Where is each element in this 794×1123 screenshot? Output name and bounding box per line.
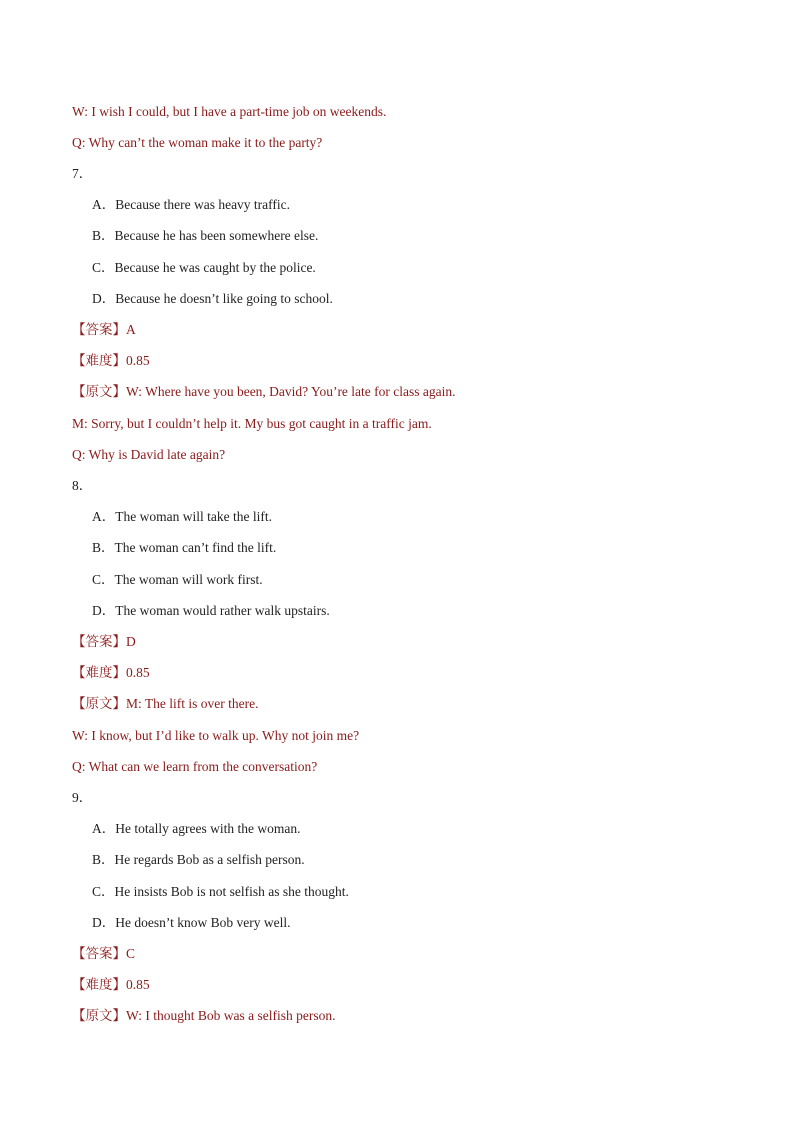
difficulty-row xyxy=(72,976,150,994)
transcript-label-open: 【 xyxy=(72,696,86,711)
option-c: C．Because he was caught by the police. xyxy=(92,260,316,275)
difficulty-label-close: 】 xyxy=(112,977,126,992)
answer-label-open: 【 xyxy=(72,634,86,649)
option-d: D．He doesn’t know Bob very well. xyxy=(92,915,291,930)
difficulty-label: 难度 xyxy=(85,665,113,680)
difficulty-label-close: 】 xyxy=(112,353,126,368)
option-b: B．The woman can’t find the lift. xyxy=(92,540,277,555)
answer-value: C xyxy=(126,946,136,961)
transcript-label-close: 】 xyxy=(112,1008,126,1023)
difficulty-label-open: 【 xyxy=(72,353,86,368)
option-d: D．The woman would rather walk upstairs. xyxy=(92,603,330,618)
transcript-line: Q: Why can’t the woman make it to the party? xyxy=(72,135,323,150)
difficulty-label: 难度 xyxy=(85,353,113,368)
option-b: B．He regards Bob as a selfish person. xyxy=(92,852,305,867)
answer-value: A xyxy=(126,322,136,337)
question-number: 7． xyxy=(72,166,93,181)
answer-row xyxy=(72,633,136,651)
answer-label-close: 】 xyxy=(112,634,126,649)
difficulty-value: 0.85 xyxy=(126,665,150,680)
answer-label: 答案 xyxy=(85,946,113,961)
transcript-row xyxy=(72,1007,335,1025)
transcript-label-close: 】 xyxy=(112,696,126,711)
difficulty-value: 0.85 xyxy=(126,353,150,368)
answer-value: D xyxy=(126,634,136,649)
question-number: 9． xyxy=(72,790,93,805)
option-c: C．He insists Bob is not selfish as she thought. xyxy=(92,884,349,899)
option-b: B．Because he has been somewhere else. xyxy=(92,228,319,243)
transcript-label: 原文 xyxy=(85,696,113,711)
difficulty-label-open: 【 xyxy=(72,665,86,680)
option-a: A．The woman will take the lift. xyxy=(92,509,272,524)
answer-row xyxy=(72,945,135,963)
answer-label-close: 】 xyxy=(112,322,126,337)
answer-label-open: 【 xyxy=(72,946,86,961)
transcript-row xyxy=(72,383,456,401)
option-a: A．Because there was heavy traffic. xyxy=(92,197,291,212)
transcript-line: W: I know, but I’d like to walk up. Why not join me? xyxy=(72,728,360,743)
option-d: D．Because he doesn’t like going to school. xyxy=(92,291,333,306)
answer-label-close: 】 xyxy=(112,946,126,961)
transcript-first-line: W: Where have you been, David? You’re late for class again. xyxy=(126,384,456,399)
transcript-label: 原文 xyxy=(85,384,113,399)
transcript-line: Q: What can we learn from the conversation? xyxy=(72,759,318,774)
transcript-label-close: 】 xyxy=(112,384,126,399)
difficulty-label: 难度 xyxy=(85,977,113,992)
difficulty-label-open: 【 xyxy=(72,977,86,992)
answer-label: 答案 xyxy=(85,634,113,649)
transcript-line: W: I wish I could, but I have a part-time job on weekends. xyxy=(72,104,387,119)
transcript-line: Q: Why is David late again? xyxy=(72,447,226,462)
transcript-label: 原文 xyxy=(85,1008,113,1023)
option-a: A．He totally agrees with the woman. xyxy=(92,821,301,836)
answer-row xyxy=(72,321,136,339)
transcript-row xyxy=(72,695,258,713)
option-c: C．The woman will work first. xyxy=(92,572,263,587)
difficulty-row xyxy=(72,664,150,682)
transcript-first-line: M: The lift is over there. xyxy=(126,696,259,711)
difficulty-row xyxy=(72,352,150,370)
difficulty-value: 0.85 xyxy=(126,977,150,992)
answer-label: 答案 xyxy=(85,322,113,337)
transcript-first-line: W: I thought Bob was a selfish person. xyxy=(126,1008,336,1023)
difficulty-label-close: 】 xyxy=(112,665,126,680)
transcript-label-open: 【 xyxy=(72,1008,86,1023)
answer-label-open: 【 xyxy=(72,322,86,337)
question-number: 8． xyxy=(72,478,93,493)
transcript-line: M: Sorry, but I couldn’t help it. My bus got caught in a traffic jam. xyxy=(72,416,432,431)
transcript-label-open: 【 xyxy=(72,384,86,399)
